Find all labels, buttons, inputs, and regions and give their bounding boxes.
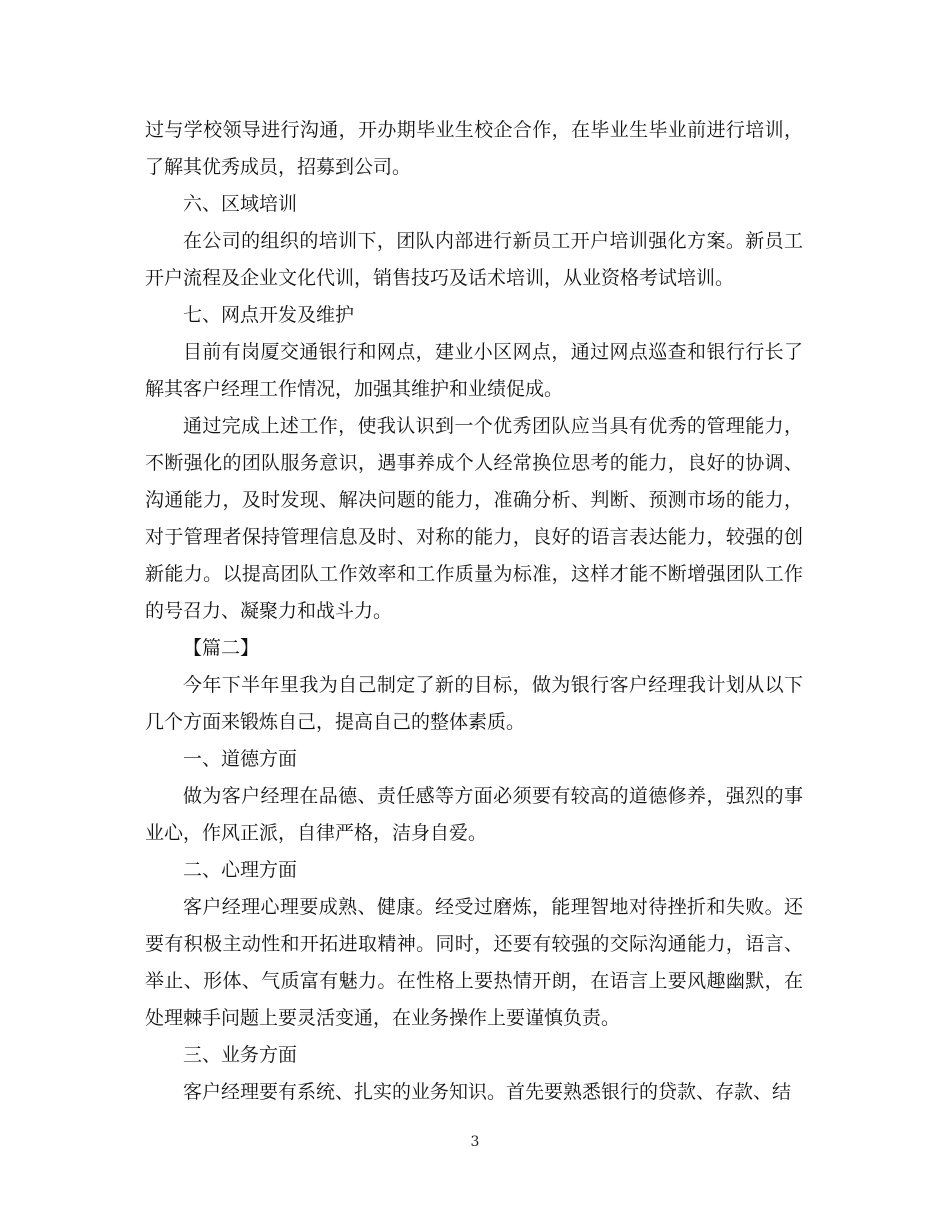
section-heading-business: 三、业务方面	[183, 1044, 298, 1066]
section-heading-psychology: 二、心理方面	[183, 859, 298, 881]
paragraph-outlet-development: 目前有岗厦交通银行和网点，建业小区网点，通过网点巡查和银行行长了解其客户经理工作情况，加强其维护和业绩促成。	[145, 341, 803, 400]
part-two-heading: 【篇二】	[183, 637, 260, 659]
paragraph-psychology: 客户经理心理要成熟、健康。经受过磨炼，能理智地对待挫折和失败。还要有积极主动性和开拓进取精神。同时，还要有较强的交际沟通能力，语言、举止、形体、气质富有魅力。在性格上要热情开朗，在语言上要风趣幽默，在处理棘手问题上要灵活变通，在业务操作上要谨慎负责。	[145, 896, 803, 1029]
paragraph-business: 客户经理要有系统、扎实的业务知识。首先要熟悉银行的贷款、存款、结	[183, 1081, 792, 1103]
document-body	[145, 112, 803, 1111]
paragraph-part-two-intro: 今年下半年里我为自己制定了新的目标，做为银行客户经理我计划从以下几个方面来锻炼自己，提高自己的整体素质。	[145, 674, 803, 733]
paragraph-continuation: 过与学校领导进行沟通，开办期毕业生校企合作，在毕业生毕业前进行培训，了解其优秀成员，招募到公司。	[145, 119, 803, 178]
paragraph-morality: 做为客户经理在品德、责任感等方面必须要有较高的道德修养，强烈的事业心，作风正派，自律严格，洁身自爱。	[145, 785, 803, 844]
paragraph-summary: 通过完成上述工作，使我认识到一个优秀团队应当具有优秀的管理能力，不断强化的团队服务意识，遇事养成个人经常换位思考的能力，良好的协调、沟通能力，及时发现、解决问题的能力，准确分析、判断、预测市场的能力，对于管理者保持管理信息及时、对称的能力，良好的语言表达能力，较强的创新能力。以提高团队工作效率和工作质量为标准，这样才能不断增强团队工作的号召力、凝聚力和战斗力。	[145, 415, 803, 622]
section-heading-regional-training: 六、区域培训	[183, 193, 298, 215]
paragraph-regional-training: 在公司的组织的培训下，团队内部进行新员工开户培训强化方案。新员工开户流程及企业文化代训，销售技巧及话术培训，从业资格考试培训。	[145, 230, 803, 289]
section-heading-outlet-development: 七、网点开发及维护	[183, 304, 355, 326]
section-heading-morality: 一、道德方面	[183, 748, 298, 770]
page-number: 3	[470, 1134, 480, 1150]
